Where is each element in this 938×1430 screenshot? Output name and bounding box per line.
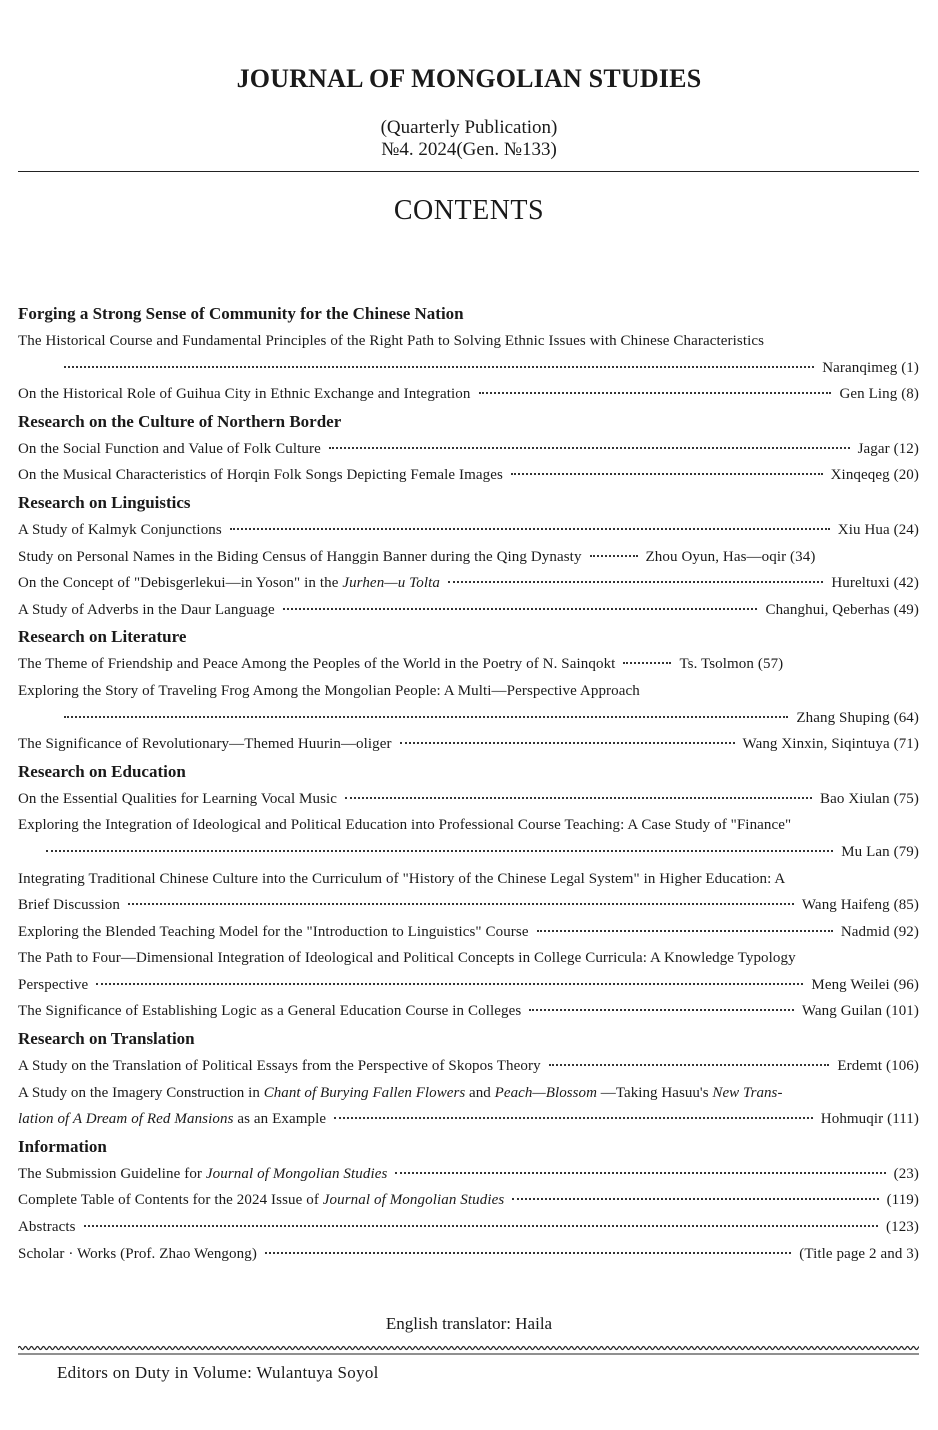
dot-leader (345, 797, 812, 799)
dot-leader (512, 1198, 878, 1200)
toc-entry-title: The Historical Course and Fundamental Principles of the Right Path to Solving Ethnic Issues with Chinese Characteristics (18, 333, 765, 349)
entry-page: (79) (893, 843, 919, 860)
translator-credit: English translator: Haila (385, 1314, 553, 1333)
toc-entry[interactable] (18, 517, 919, 544)
entry-title: On the Historical Role of Guihua City in Ethnic Exchange and Integration (18, 386, 471, 403)
entry-page: (24) (893, 521, 919, 538)
toc-entry[interactable] (18, 570, 919, 597)
entry-page: (106) (886, 1058, 919, 1075)
entry-page: (101) (886, 1003, 919, 1020)
dot-leader (479, 392, 832, 394)
toc-entry[interactable] (18, 1187, 919, 1214)
entry-title: Exploring the Blended Teaching Model for the "Introduction to Linguistics" Course (18, 923, 529, 940)
toc-entry[interactable] (18, 705, 919, 732)
toc-entry[interactable] (18, 919, 919, 946)
dot-leader (334, 1117, 813, 1119)
table-of-contents (18, 300, 919, 1267)
toc-entry-title: A Study on the Imagery Construction in Chant of Burying Fallen Flowers and Peach—Blossom —Taking Hasuu's New Trans- (18, 1084, 783, 1101)
entry-author: Meng Weilei (811, 976, 890, 993)
entry-page: (23) (893, 1165, 919, 1182)
entry-title: Complete Table of Contents for the 2024 Issue of Journal of Mongolian Studies (18, 1192, 505, 1209)
toc-entry[interactable] (18, 436, 919, 463)
entry-title: The Theme of Friendship and Peace Among the Peoples of the World in the Poetry of N. Sainqokt (18, 656, 616, 673)
entry-author: Erdemt (837, 1058, 883, 1075)
dot-leader (549, 1064, 830, 1066)
entry-title: Perspective (18, 976, 89, 993)
entry-page: (96) (893, 976, 919, 993)
toc-entry-title: Exploring the Story of Traveling Frog Among the Mongolian People: A Multi—Perspective Approach (18, 682, 640, 699)
entry-author: Xiu Hua (837, 521, 890, 538)
toc-entry-title: Exploring the Integration of Ideological and Political Education into Professional Course Teaching: A Case Study of "Finance" (18, 817, 792, 834)
dot-leader (265, 1252, 791, 1254)
dot-leader (400, 742, 735, 744)
entry-author: Bao Xiulan (820, 790, 890, 807)
dot-leader (283, 608, 758, 610)
entry-page: (42) (893, 575, 919, 592)
entry-title-italic: Journal of Mongolian Studies (205, 1165, 388, 1182)
entry-title: On the Concept of "Debisgerlekui—in Yoson" in the Jurhen—u Tolta (18, 575, 440, 592)
entry-page: (12) (893, 440, 919, 457)
issue-number: №4. 2024(Gen. №133) (381, 139, 557, 160)
toc-entry[interactable] (18, 786, 919, 813)
entry-title: The Significance of Establishing Logic as a General Education Course in Colleges (18, 1003, 522, 1020)
entry-page: (57) (757, 656, 784, 673)
entry-author: Nadmid (840, 923, 890, 940)
section-heading: Information (18, 1136, 107, 1156)
entry-page: (20) (893, 467, 919, 484)
section-heading: Research on Literature (18, 627, 187, 647)
section-heading: Forging a Strong Sense of Community for the Chinese Nation (18, 304, 464, 323)
entry-title: A Study of Kalmyk Conjunctions (18, 521, 222, 538)
entry-page: (85) (893, 897, 919, 914)
entry-title-italic: Chant of Burying Fallen Flowers (263, 1084, 466, 1101)
entry-title: On the Essential Qualities for Learning Vocal Music (18, 790, 338, 807)
entry-page: (Title page 2 and 3) (799, 1245, 919, 1262)
toc-entry[interactable] (18, 355, 919, 382)
dot-leader (448, 581, 823, 583)
toc-entry[interactable] (18, 1161, 919, 1188)
toc-entry[interactable] (18, 651, 919, 678)
dot-leader (64, 366, 814, 368)
header-rule (18, 171, 919, 172)
dot-leader (395, 1172, 885, 1174)
dot-leader (128, 903, 794, 905)
entry-title: A Study on the Translation of Political Essays from the Perspective of Skopos Theory (18, 1058, 541, 1075)
dot-leader (537, 930, 833, 932)
entry-page: (34) (790, 548, 816, 565)
entry-author: Jagar (857, 440, 890, 457)
entry-title: Scholar · Works (Prof. Zhao Wengong) (18, 1245, 257, 1262)
toc-entry[interactable] (18, 597, 919, 624)
entry-author: Wang Haifeng (801, 897, 890, 914)
dot-leader (64, 716, 788, 718)
toc-entry[interactable] (18, 381, 919, 408)
section-heading: Research on Translation (18, 1029, 195, 1049)
toc-entry[interactable] (18, 972, 919, 999)
entry-author: Gen Ling (839, 386, 898, 403)
entry-page: (92) (893, 923, 919, 940)
entry-author: Wang Guilan (801, 1003, 883, 1020)
publication-frequency: (Quarterly Publication) (380, 117, 558, 138)
dot-leader (96, 983, 803, 985)
entry-title: Study on Personal Names in the Biding Census of Hanggin Banner during the Qing Dynasty (18, 548, 582, 565)
dot-leader (329, 447, 850, 449)
entry-page: (71) (893, 736, 919, 753)
dot-leader (623, 662, 671, 664)
journal-title: JOURNAL OF MONGOLIAN STUDIES (236, 64, 702, 93)
entry-title: lation of A Dream of Red Mansions as an Example (18, 1111, 327, 1128)
toc-entry[interactable] (18, 1106, 919, 1133)
dot-leader (230, 528, 830, 530)
toc-entry[interactable] (18, 462, 919, 489)
entry-title-italic: New Trans- (712, 1084, 783, 1101)
toc-entry[interactable] (18, 544, 919, 571)
section-heading: Research on Linguistics (18, 492, 191, 512)
entry-title: Abstracts (18, 1219, 76, 1236)
entry-author: Hohmuqir (820, 1111, 884, 1128)
toc-entry[interactable] (18, 839, 919, 866)
entry-page: (75) (893, 790, 919, 807)
dot-leader (46, 850, 833, 852)
toc-entry[interactable] (18, 1053, 919, 1080)
entry-title-italic: Journal of Mongolian Studies (322, 1192, 505, 1209)
entry-title: A Study of Adverbs in the Daur Language (18, 601, 275, 618)
entry-title-italic: Peach—Blossom (494, 1084, 597, 1101)
entry-author: Wang Xinxin, Siqintuya (742, 736, 890, 753)
dot-leader (529, 1009, 794, 1011)
entry-author: Changhui, Qeberhas (765, 601, 890, 618)
entry-title-italic: Jurhen—u Tolta (342, 575, 440, 592)
toc-entry-title: The Path to Four—Dimensional Integration of Ideological and Political Concepts in College Curricula: A Knowledge Typology (18, 950, 796, 967)
section-heading: Research on the Culture of Northern Border (18, 411, 342, 431)
dot-leader (84, 1225, 878, 1227)
toc-entry[interactable] (18, 731, 919, 758)
entry-page: (111) (887, 1111, 919, 1128)
entry-author: Zhang Shuping (796, 709, 890, 726)
entry-title: On the Musical Characteristics of Horqin Folk Songs Depicting Female Images (18, 467, 503, 484)
entry-author: Ts. Tsolmon (679, 656, 755, 673)
wavy-rule (18, 1344, 919, 1356)
toc-entry[interactable] (18, 998, 919, 1025)
toc-entry[interactable] (18, 892, 919, 919)
dot-leader (590, 555, 638, 557)
toc-entry[interactable] (18, 1214, 919, 1241)
editors-on-duty: Editors on Duty in Volume: Wulantuya Soyol (57, 1363, 379, 1382)
dot-leader (511, 473, 823, 475)
entry-page: (64) (893, 709, 919, 726)
entry-title: The Significance of Revolutionary—Themed Huurin—oliger (18, 736, 392, 753)
toc-entry[interactable] (18, 1241, 919, 1268)
entry-page: (8) (901, 386, 919, 403)
contents-heading: CONTENTS (393, 195, 545, 226)
entry-author: Hureltuxi (831, 575, 890, 592)
entry-page: (123) (886, 1219, 919, 1236)
section-heading: Research on Education (18, 761, 186, 781)
entry-author: Zhou Oyun, Has—oqir (645, 548, 787, 565)
entry-title-italic: lation of A Dream of Red Mansions (18, 1111, 234, 1128)
entry-author: Naranqimeg (822, 359, 898, 376)
toc-entry-title: Integrating Traditional Chinese Culture into the Curriculum of "History of the Chinese Legal System" in Higher Education: A (18, 870, 786, 887)
entry-author: Xinqeqeg (830, 467, 890, 484)
entry-title: The Submission Guideline for Journal of Mongolian Studies (18, 1165, 388, 1182)
entry-page: (119) (886, 1192, 919, 1209)
entry-page: (49) (893, 601, 919, 618)
entry-title: On the Social Function and Value of Folk Culture (18, 440, 321, 457)
entry-title: Brief Discussion (18, 897, 121, 914)
entry-author: Mu Lan (841, 843, 890, 860)
entry-page: (1) (901, 359, 919, 376)
